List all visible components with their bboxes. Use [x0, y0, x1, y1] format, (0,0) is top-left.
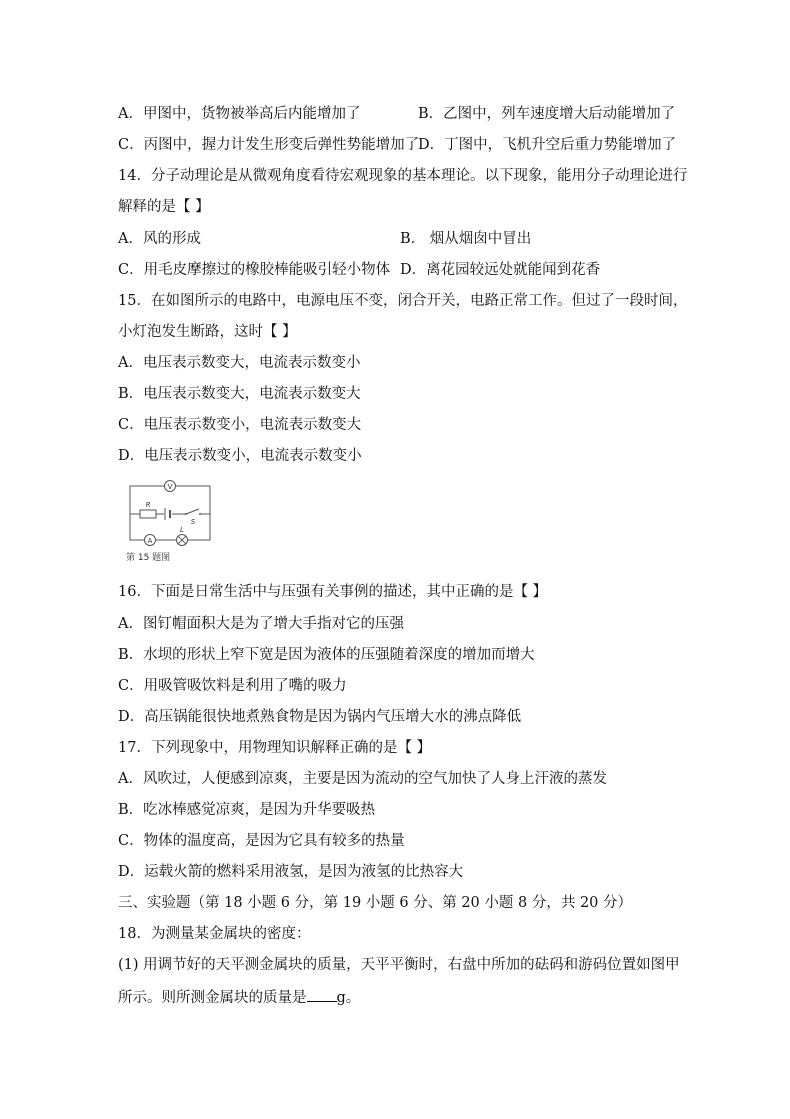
q18-stem: 18．为测量某金属块的密度：: [118, 926, 311, 942]
q14-option-a: A．风的形成: [118, 231, 201, 247]
section-3-title: 三、实验题（第 18 小题 6 分，第 19 小题 6 分、第 20 小题 8 分，共 20 分）: [118, 895, 633, 911]
lamp-label: L: [180, 526, 184, 534]
resistor-label: R: [145, 501, 151, 509]
q14-option-b: B． 烟从烟囱中冒出: [400, 231, 532, 247]
figure-caption: 第 15 题图: [126, 553, 171, 563]
q15-option-b: B．电压表示数变大，电流表示数变大: [118, 386, 361, 402]
q16-option-b: B．水坝的形状上窄下宽是因为液体的压强随着深度的增加而增大: [118, 647, 535, 663]
q15-stem-line1: 15．在如图所示的电路中，电源电压不变，闭合开关，电路正常工作。但过了一段时间，: [118, 293, 688, 309]
q18-part1-line2: [118, 987, 360, 1008]
q15-stem-line2: 小灯泡发生断路，这时【 】: [118, 324, 297, 340]
q13-option-c: C．丙图中，握力计发生形变后弹性势能增加了: [118, 137, 420, 153]
q17-stem: 17．下列现象中，用物理知识解释正确的是【 】: [118, 740, 432, 756]
q14-option-d: D．离花园较远处就能闻到花香: [400, 262, 601, 278]
q13-option-a: A．甲图中，货物被举高后内能增加了: [118, 106, 361, 122]
q15-option-c: C．电压表示数变小，电流表示数变大: [118, 417, 362, 433]
q14-option-c: C．用毛皮摩擦过的橡胶棒能吸引轻小物体: [118, 262, 391, 278]
q13-option-b: B．乙图中，列车速度增大后动能增加了: [418, 106, 676, 122]
resistor-icon: [140, 510, 156, 518]
q18-part1-line1: (1) 用调节好的天平测金属块的质量，天平平衡时，右盘中所加的砝码和游码位置如图甲: [118, 957, 680, 973]
q16-option-c: C．用吸管吸饮料是利用了嘴的吸力: [118, 678, 347, 694]
q17-option-c: C．物体的温度高，是因为它具有较多的热量: [118, 833, 405, 849]
q18-part1-text: 所示。则所测金属块的质量是: [118, 990, 307, 1006]
q14-stem-line2: 解释的是【 】: [118, 199, 210, 215]
q14-stem-line1: 14．分子动理论是从微观角度看待宏观现象的基本理论。以下现象，能用分子动理论进行: [118, 168, 688, 184]
q15-option-d: D．电压表示数变小，电流表示数变小: [118, 448, 362, 464]
q18-part1-unit: g。: [336, 990, 361, 1006]
q15-option-a: A．电压表示数变大，电流表示数变小: [118, 355, 361, 371]
q17-option-b: B．吃冰棒感觉凉爽，是因为升华要吸热: [118, 802, 376, 818]
switch-label: S: [190, 518, 196, 526]
q16-stem: 16．下面是日常生活中与压强有关事例的描述，其中正确的是【 】: [118, 584, 548, 600]
voltmeter-label: V: [167, 483, 173, 491]
q16-option-d: D．高压锅能很快地煮熟食物是因为锅内气压增大水的沸点降低: [118, 709, 522, 725]
q13-option-d: D．丁图中，飞机升空后重力势能增加了: [418, 137, 677, 153]
q17-option-d: D．运载火箭的燃料采用液氢，是因为液氢的比热容大: [118, 864, 464, 880]
answer-blank: [307, 987, 337, 1002]
q15-circuit-figure: [124, 478, 220, 566]
q17-option-a: A．风吹过，人便感到凉爽，主要是因为流动的空气加快了人身上汗液的蒸发: [118, 771, 607, 787]
ammeter-label: A: [147, 537, 153, 545]
q16-option-a: A．图钉帽面积大是为了增大手指对它的压强: [118, 616, 404, 632]
